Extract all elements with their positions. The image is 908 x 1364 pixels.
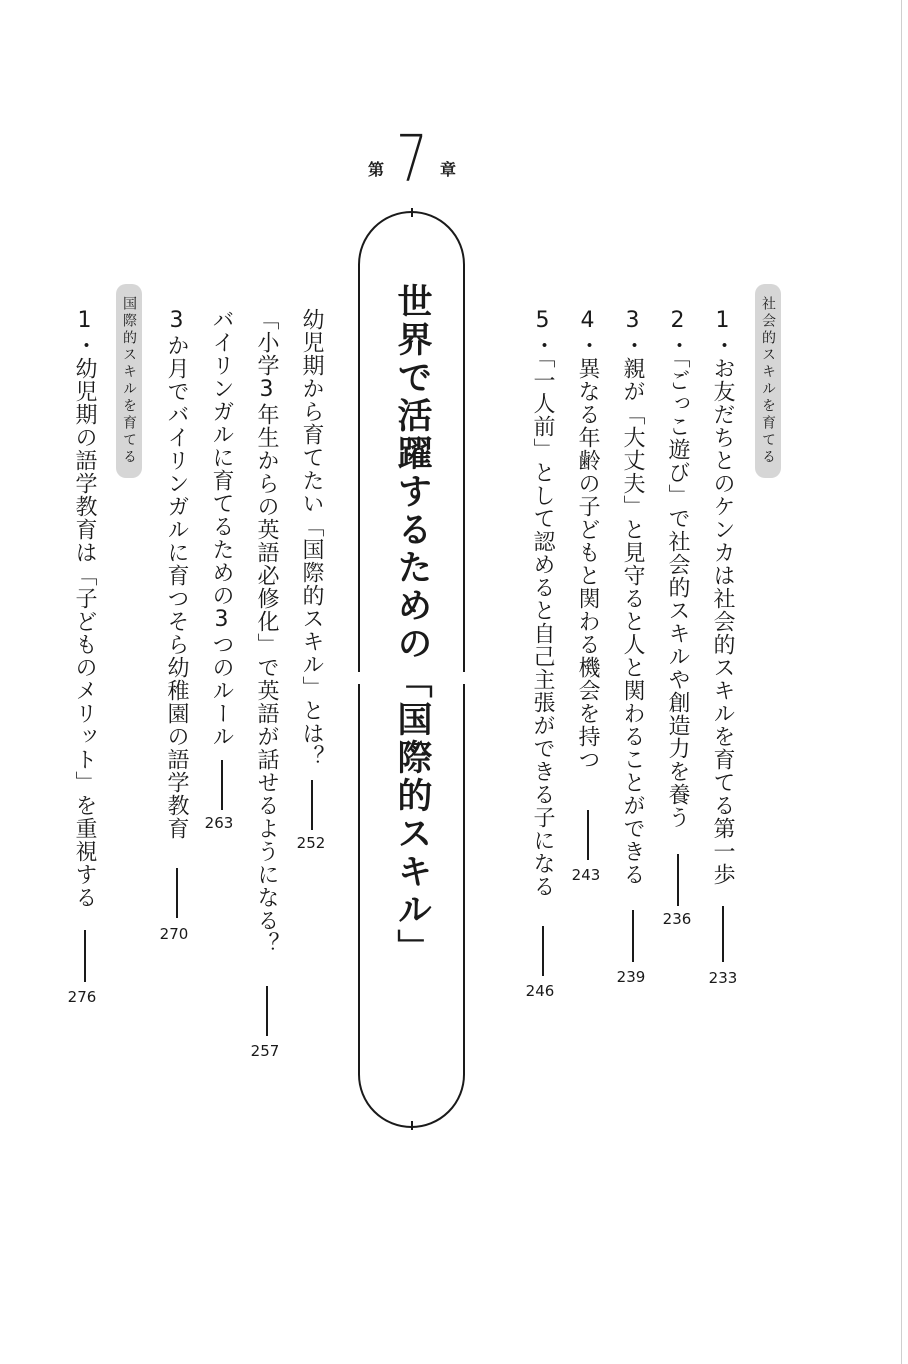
toc-entry[interactable]: 2・「ごっこ遊び」で社会的スキルや創造力を養う: [665, 308, 690, 829]
toc-entry[interactable]: 1・幼児期の語学教育は「子どものメリット」を重視する: [72, 308, 97, 909]
capsule-left-gap: [357, 672, 360, 684]
capsule-top-tick: [411, 208, 413, 217]
page-edge: [901, 0, 902, 1364]
chapter-suffix: 章: [440, 160, 457, 179]
leader-line: [176, 868, 178, 918]
leader-line: [221, 760, 223, 810]
page-number: 252: [296, 834, 326, 852]
toc-entry[interactable]: 3・親が「大丈夫」と見守ると人と関わることができる: [620, 308, 645, 886]
leader-line: [677, 854, 679, 906]
section-badge-social-skills: 社会的スキルを育てる: [755, 284, 781, 478]
page-number: 246: [525, 982, 555, 1000]
capsule-bottom-tick: [411, 1121, 413, 1130]
toc-entry[interactable]: 4・異なる年齢の子どもと関わる機会を持つ: [575, 308, 600, 771]
leader-line: [84, 930, 86, 982]
chapter-prefix: 第: [368, 160, 385, 179]
leader-line: [311, 780, 313, 830]
leader-line: [587, 810, 589, 860]
section-badge-international-skills: 国際的スキルを育てる: [116, 284, 142, 478]
leader-line: [542, 926, 544, 976]
leader-line: [266, 986, 268, 1036]
chapter-title: 世界で活躍するための「国際的スキル」: [392, 283, 432, 967]
toc-entry[interactable]: 幼児期から育てたい「国際的スキル」とは？: [299, 308, 324, 768]
toc-entry[interactable]: 1・お友だちとのケンカは社会的スキルを育てる第一歩: [710, 308, 735, 886]
page-number: 233: [708, 969, 738, 987]
page-number: 239: [616, 968, 646, 986]
leader-line: [722, 906, 724, 962]
leader-line: [632, 910, 634, 962]
toc-entry[interactable]: バイリンガルに育てるための3つのルール: [209, 308, 234, 748]
chapter-number: 7: [396, 123, 428, 197]
page-number: 257: [250, 1042, 280, 1060]
page-number: 276: [67, 988, 97, 1006]
capsule-right-gap: [462, 672, 465, 684]
page-number: 243: [571, 866, 601, 884]
toc-entry[interactable]: 3か月でバイリンガルに育つそら幼稚園の語学教育: [164, 308, 189, 840]
page-number: 236: [662, 910, 692, 928]
toc-entry[interactable]: 「小学3年生からの英語必修化」で英語が話せるようになる？: [254, 308, 279, 955]
page-number: 263: [204, 814, 234, 832]
toc-entry[interactable]: 5・「一人前」として認めると自己主張ができる子になる: [530, 308, 555, 898]
page-number: 270: [159, 925, 189, 943]
